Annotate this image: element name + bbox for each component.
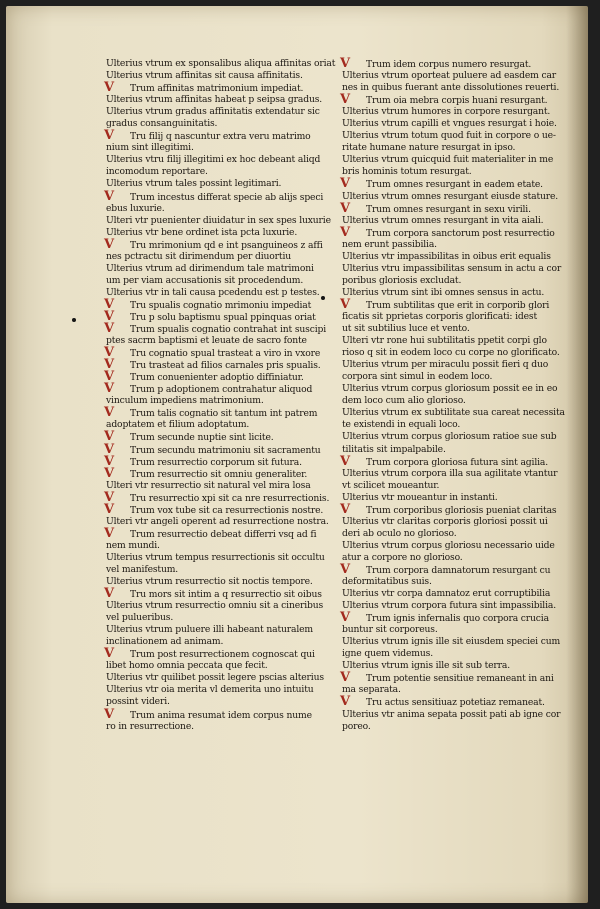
- text-line: [342, 516, 564, 528]
- text-line: [340, 501, 564, 517]
- line-text: nem mundi.: [106, 539, 160, 551]
- text-line: [106, 564, 330, 576]
- line-text: Ulterius vtrum humores in corpore resurgant.: [342, 106, 551, 118]
- text-line: [342, 395, 564, 407]
- line-text: Ulterius vtrum ad dirimendum tale matrimoni: [106, 262, 314, 274]
- text-line: [106, 407, 330, 419]
- line-text: Tru mrimonium qd e int psanguineos z affi: [130, 239, 323, 251]
- line-text: Tru mors sit intim a q resurrectio sit oibus: [130, 589, 322, 601]
- line-text: vinculum impediens matrimonium.: [106, 395, 264, 407]
- line-text: Ulterius vtrum sint ibi omnes sensus in actu.: [342, 286, 545, 298]
- rubricated-initial: V: [104, 405, 114, 421]
- text-line: [342, 82, 564, 94]
- line-text: poreo.: [342, 720, 371, 732]
- rubricated-initial: V: [104, 296, 114, 312]
- rubricated-initial: V: [104, 586, 114, 602]
- text-line: [104, 706, 330, 722]
- line-text: bris hominis totum resurgat.: [342, 166, 472, 178]
- text-line: [104, 236, 330, 252]
- line-text: Ulterius vtrum per miraculu possit fieri q duo: [342, 359, 549, 371]
- text-line: [106, 106, 330, 118]
- line-text: Ulterius vtrum oporteat puluere ad easdem car: [342, 70, 557, 82]
- text-line: [106, 588, 330, 600]
- line-text: te existendi in equali loco.: [342, 419, 461, 431]
- line-text: Ulterius vtr in tali causa pcedendu est p testes.: [106, 286, 320, 298]
- text-line: [106, 275, 330, 287]
- text-line: [106, 600, 330, 612]
- line-text: Ulterius vtr anima sepata possit pati ab igne cor: [342, 708, 561, 720]
- line-text: Ulterius vtrum ex sponsalibus aliqua affinitas oriat: [106, 58, 336, 69]
- line-text: atur a corpore no glorioso.: [342, 551, 463, 563]
- rubricated-initial: V: [340, 176, 350, 192]
- text-line: [342, 624, 564, 636]
- text-line: [106, 684, 330, 696]
- rubricated-initial: V: [104, 128, 114, 144]
- line-text: Trum resurrectio corporum sit futura.: [130, 456, 302, 468]
- text-line: [342, 468, 564, 480]
- line-text: Trum spualis cognatio contrahat int suscipi: [130, 324, 327, 336]
- text-line: [342, 684, 564, 696]
- line-text: Ulterius vtrum tempus resurrectionis sit occultu: [106, 551, 325, 563]
- line-text: ma separata.: [342, 684, 401, 696]
- line-text: Ulterius vtrum tales possint legitimari.: [106, 178, 282, 190]
- line-text: um per viam accusationis sit procedendum.: [106, 274, 304, 286]
- rubricated-initial: V: [104, 465, 114, 481]
- rubricated-initial: V: [104, 369, 114, 385]
- text-line: [106, 251, 330, 263]
- line-text: nium sint illegitimi.: [106, 142, 194, 154]
- text-line: [106, 178, 330, 190]
- line-text: Ulterius vtr claritas corporis gloriosi possit ui: [342, 515, 548, 527]
- text-line: [340, 200, 564, 216]
- text-line: [342, 721, 564, 733]
- line-text: Ulterius vtrum gradus affinitatis extendatur sic: [106, 106, 320, 118]
- line-text: Trum post resurrectionem cognoscat qui: [130, 649, 315, 661]
- rubricated-initial: V: [104, 236, 114, 252]
- line-text: Tru spualis cognatio mrimoniu impediat: [130, 299, 312, 311]
- text-line: [106, 227, 330, 239]
- rubricated-initial: V: [104, 646, 114, 662]
- line-text: nes pctractu sit dirimendum per diuortiu: [106, 250, 292, 262]
- rubricated-initial: V: [340, 694, 350, 710]
- rubricated-initial: V: [104, 441, 114, 457]
- line-text: buntur sit corporeus.: [342, 624, 438, 636]
- text-line: [342, 444, 564, 456]
- text-line: [340, 224, 564, 240]
- ink-dot-mark: [321, 296, 325, 300]
- text-line: [342, 648, 564, 660]
- rubricated-initial: V: [340, 453, 350, 469]
- text-line: [106, 721, 330, 733]
- text-line: [342, 528, 564, 540]
- line-text: gradus consanguinitatis.: [106, 118, 218, 130]
- text-line: [342, 696, 564, 708]
- line-text: Trum resurrectio sit omniu generaliter.: [130, 468, 308, 480]
- rubricated-initial: V: [340, 501, 350, 517]
- text-line: [342, 142, 564, 154]
- rubricated-initial: V: [340, 200, 350, 216]
- text-line: [342, 419, 564, 431]
- text-line: [342, 383, 564, 395]
- rubricated-initial: V: [340, 56, 350, 71]
- line-text: Ulteri vtr rone hui subtilitatis ppetit corpi glo: [342, 335, 547, 347]
- text-line: [106, 118, 330, 130]
- text-line: [342, 480, 564, 492]
- line-text: Ulterius vtru impassibilitas sensum in actu a cor: [342, 262, 562, 274]
- text-line: [106, 82, 330, 94]
- line-text: Trum omnes resurgant in sexu virili.: [366, 203, 531, 215]
- line-text: ptes sacrm baptismi et leuate de sacro fonte: [106, 335, 307, 347]
- text-line: [342, 347, 564, 359]
- text-line: [342, 552, 564, 564]
- text-line: [106, 419, 330, 431]
- text-line: [106, 94, 330, 106]
- text-line: [342, 407, 564, 419]
- text-line: [106, 636, 330, 648]
- text-line: [106, 347, 330, 359]
- line-text: vel pulueribus.: [106, 612, 174, 624]
- line-text: deformitatibus suis.: [342, 576, 432, 588]
- rubricated-initial: V: [104, 429, 114, 445]
- rubricated-initial: V: [340, 224, 350, 240]
- line-text: Ulteri vtr puenienter diuidatur in sex spes luxurie: [106, 214, 331, 226]
- line-text: poribus gloriosis excludat.: [342, 274, 462, 286]
- right-text-column: [342, 58, 564, 733]
- text-line: [342, 94, 564, 106]
- line-text: Tru trasteat ad filios carnales pris spualis.: [130, 360, 321, 372]
- line-text: Ulterius vtrum affinitas sit causa affinitatis.: [106, 70, 303, 82]
- line-text: Trum secunde nuptie sint licite.: [130, 432, 274, 444]
- text-line: [106, 58, 336, 70]
- text-line: [104, 501, 330, 517]
- line-text: Ulterius vtr bene ordinet ista pcta luxurie.: [106, 226, 298, 238]
- line-text: Ulterius vtrum totum quod fuit in corpore o ue-: [342, 130, 556, 142]
- text-line: [106, 624, 330, 636]
- page-gutter-shadow: [566, 6, 588, 903]
- text-line: [342, 239, 564, 251]
- text-line: [342, 178, 564, 190]
- line-text: inclinationem ad animam.: [106, 636, 224, 648]
- text-line: [342, 191, 564, 203]
- text-line: [106, 142, 330, 154]
- text-line: [342, 371, 564, 383]
- text-line: [342, 287, 564, 299]
- text-line: [342, 263, 564, 275]
- line-text: Ulterius vtrum ex subtilitate sua careat necessita: [342, 407, 565, 419]
- text-line: [106, 395, 330, 407]
- line-text: Trum corporibus gloriosis pueniat claritas: [366, 504, 557, 516]
- text-line: [342, 600, 564, 612]
- line-text: Ulterius vtr moueantur in instanti.: [342, 491, 498, 503]
- line-text: Ulterius vtrum puluere illi habeant naturalem: [106, 624, 313, 636]
- text-line: [106, 480, 330, 492]
- line-text: Trum talis cognatio sit tantum int patrem: [130, 408, 318, 420]
- text-line: [342, 251, 564, 263]
- text-line: [104, 296, 330, 312]
- line-text: Trum secundu matrimoniu sit sacramentu: [130, 444, 321, 456]
- line-text: Ulterius vtrum quicquid fuit materialiter in me: [342, 154, 554, 166]
- rubricated-initial: V: [104, 501, 114, 517]
- rubricated-initial: V: [340, 92, 350, 108]
- text-line: [342, 636, 564, 648]
- line-text: Trum conuenienter adoptio diffiniatur.: [130, 372, 304, 384]
- line-text: Ulterius vtrum ignis ille sit eiusdem speciei cum: [342, 636, 561, 648]
- text-line: [106, 371, 330, 383]
- rubricated-initial: V: [104, 80, 114, 96]
- line-text: Trum resurrectio debeat differri vsq ad fi: [130, 528, 317, 540]
- text-line: [342, 323, 564, 335]
- line-text: Trum incestus differat specie ab alijs speci: [130, 191, 324, 203]
- line-text: Trum ignis infernalis quo corpora crucia: [366, 613, 549, 625]
- rubricated-initial: V: [340, 561, 350, 577]
- text-line: [106, 576, 330, 588]
- text-line: [106, 130, 330, 142]
- line-text: nem erunt passibilia.: [342, 238, 437, 250]
- text-line: [342, 154, 564, 166]
- line-text: Tru cognatio spual trasteat a viro in vxore: [130, 348, 321, 360]
- text-line: [106, 540, 330, 552]
- text-line: [342, 492, 564, 504]
- rubricated-initial: V: [104, 345, 114, 361]
- line-text: Trum corpora sanctorum post resurrectio: [366, 227, 555, 239]
- rubricated-initial: V: [104, 357, 114, 373]
- line-text: Trum affinitas matrimonium impediat.: [130, 83, 304, 95]
- line-text: Ulterius vtr impassibilitas in oibus erit equalis: [342, 250, 551, 262]
- text-line: [340, 296, 564, 312]
- line-text: Trum subtilitas que erit in corporib glori: [366, 299, 550, 311]
- line-text: Trum oia mebra corpis huani resurgant.: [366, 95, 548, 107]
- text-line: [342, 58, 564, 70]
- text-line: [106, 215, 330, 227]
- line-text: Trum idem corpus numero resurgat.: [366, 59, 532, 70]
- text-line: [104, 441, 330, 457]
- text-line: [342, 576, 564, 588]
- left-text-column: [104, 58, 336, 733]
- text-line: [342, 130, 564, 142]
- text-line: [342, 166, 564, 178]
- line-text: possint videri.: [106, 696, 170, 708]
- line-text: Ulterius vtrum corpus gloriosum ratioe sue sub: [342, 431, 557, 443]
- line-text: adoptatem et filium adoptatum.: [106, 419, 250, 431]
- text-line: [106, 648, 330, 660]
- line-text: ficatis sit pprietas corporis glorificati: idest: [342, 310, 538, 322]
- line-text: Ulterius vtrum corpora futura sint impassibilia.: [342, 600, 556, 612]
- text-line: [342, 431, 564, 443]
- rubricated-initial: V: [340, 610, 350, 626]
- line-text: Trum p adoptionem contrahatur aliquod: [130, 384, 313, 396]
- line-text: ro in resurrectione.: [106, 720, 194, 732]
- text-line: [106, 431, 330, 443]
- ink-dot-mark: [72, 318, 76, 322]
- rubricated-initial: V: [104, 381, 114, 397]
- text-line: [342, 118, 564, 130]
- text-line: [106, 154, 330, 166]
- line-text: Ulterius vtrum corpus gloriosu necessario uide: [342, 539, 555, 551]
- line-text: Tru resurrectio xpi sit ca nre resurrectionis.: [130, 492, 330, 504]
- text-line: [342, 70, 564, 82]
- text-line: [106, 660, 330, 672]
- text-line: [104, 188, 330, 204]
- text-line: [104, 525, 330, 541]
- line-text: igne quem videmus.: [342, 648, 433, 660]
- text-line: [106, 696, 330, 708]
- line-text: Ulterius vtrum omnes resurgant in vita aiali.: [342, 214, 544, 226]
- line-text: Tru p solu baptismu spual ppinquas oriat: [130, 311, 316, 323]
- text-line: [342, 215, 564, 227]
- text-line: [342, 540, 564, 552]
- text-line: [104, 489, 330, 505]
- text-line: [106, 516, 330, 528]
- line-text: Ulterius vtr corpa damnatoz erut corruptibilia: [342, 588, 551, 600]
- text-line: [342, 612, 564, 624]
- text-line: [106, 203, 330, 215]
- text-line: [106, 287, 330, 299]
- line-text: Trum corpora damnatorum resurgant cu: [366, 564, 551, 576]
- line-text: Ulterius vtr quilibet possit legere pscias alterius: [106, 672, 324, 684]
- text-line: [342, 709, 564, 721]
- text-line: [106, 552, 330, 564]
- rubricated-initial: V: [104, 308, 114, 324]
- rubricated-initial: V: [104, 489, 114, 505]
- rubricated-initial: V: [104, 453, 114, 469]
- line-text: deri ab oculo no glorioso.: [342, 527, 457, 539]
- line-text: dem loco cum alio glorioso.: [342, 395, 466, 407]
- line-text: incomodum reportare.: [106, 166, 208, 178]
- text-line: [342, 335, 564, 347]
- text-line: [342, 359, 564, 371]
- rubricated-initial: V: [104, 321, 114, 337]
- text-line: [106, 166, 330, 178]
- line-text: vel manifestum.: [106, 563, 179, 575]
- line-text: Trum potentie sensitiue remaneant in ani: [366, 673, 554, 685]
- line-text: nes in quibus fuerant ante dissolutiones reuerti.: [342, 82, 560, 94]
- text-line: [342, 672, 564, 684]
- line-text: Trum anima resumat idem corpus nume: [130, 709, 312, 721]
- text-line: [342, 311, 564, 323]
- line-text: Ulteri vtr angeli operent ad resurrectione nostra.: [106, 515, 329, 527]
- line-text: Trum vox tube sit ca resurrectionis nostre.: [130, 504, 324, 516]
- rubricated-initial: V: [104, 706, 114, 722]
- text-line: [106, 672, 330, 684]
- rubricated-initial: V: [104, 188, 114, 204]
- text-line: [106, 323, 330, 335]
- line-text: Ulterius vtrum omnes resurgant eiusde stature.: [342, 190, 559, 202]
- text-line: [106, 359, 330, 371]
- rubricated-initial: V: [104, 525, 114, 541]
- text-line: [104, 465, 330, 481]
- book-page: [6, 6, 588, 903]
- line-text: Ulterius vtrum ignis ille sit sub terra.: [342, 660, 511, 672]
- text-line: [106, 263, 330, 275]
- line-text: Ulterius vtrum corpora illa sua agilitate vtantur: [342, 467, 558, 479]
- line-text: Ulterius vtrum affinitas habeat p seipsa gradus.: [106, 94, 323, 106]
- text-line: [106, 383, 330, 395]
- line-text: Ulterius vtrum corpus gloriosum possit ee in eo: [342, 383, 558, 395]
- text-line: [106, 335, 330, 347]
- line-text: Ulterius vtrum resurrectio omniu sit a cineribus: [106, 600, 324, 612]
- line-text: tilitatis sit impalpabile.: [342, 443, 446, 455]
- line-text: ut sit subtilius luce et vento.: [342, 323, 470, 335]
- text-line: [104, 453, 330, 469]
- line-text: vt scilicet moueantur.: [342, 479, 440, 491]
- line-text: rioso q sit in eodem loco cu corpe no glorificato.: [342, 347, 560, 359]
- line-text: Ulterius vtrum capilli et vngues resurgat i hoie.: [342, 118, 557, 130]
- line-text: Ulterius vtrum resurrectio sit noctis tempore.: [106, 576, 313, 588]
- line-text: ebus luxurie.: [106, 202, 165, 214]
- text-line: [104, 308, 330, 324]
- text-line: [340, 453, 564, 469]
- line-text: ritate humane nature resurgat in ipso.: [342, 142, 516, 154]
- text-line: [342, 660, 564, 672]
- line-text: Ulterius vtru filij illegitimi ex hoc debeant aliqd: [106, 154, 321, 166]
- text-line: [342, 275, 564, 287]
- line-text: libet homo omnia peccata que fecit.: [106, 660, 268, 672]
- text-line: [340, 561, 564, 577]
- text-line: [106, 612, 330, 624]
- line-text: Tru filij q nascuntur extra veru matrimo: [130, 131, 311, 143]
- text-line: [106, 70, 330, 82]
- line-text: Tru actus sensitiuaz potetiaz remaneat.: [366, 697, 545, 709]
- rubricated-initial: V: [340, 670, 350, 686]
- line-text: Trum omnes resurgant in eadem etate.: [366, 179, 543, 191]
- text-line: [342, 106, 564, 118]
- text-line: [342, 588, 564, 600]
- line-text: Ulterius vtr oia merita vl demerita uno intuitu: [106, 684, 314, 696]
- line-text: Trum corpora gloriosa futura sint agilia.: [366, 456, 548, 468]
- rubricated-initial: V: [340, 296, 350, 312]
- line-text: corpora sint simul in eodem loco.: [342, 371, 493, 383]
- line-text: Ulteri vtr resurrectio sit natural vel mira losa: [106, 479, 311, 491]
